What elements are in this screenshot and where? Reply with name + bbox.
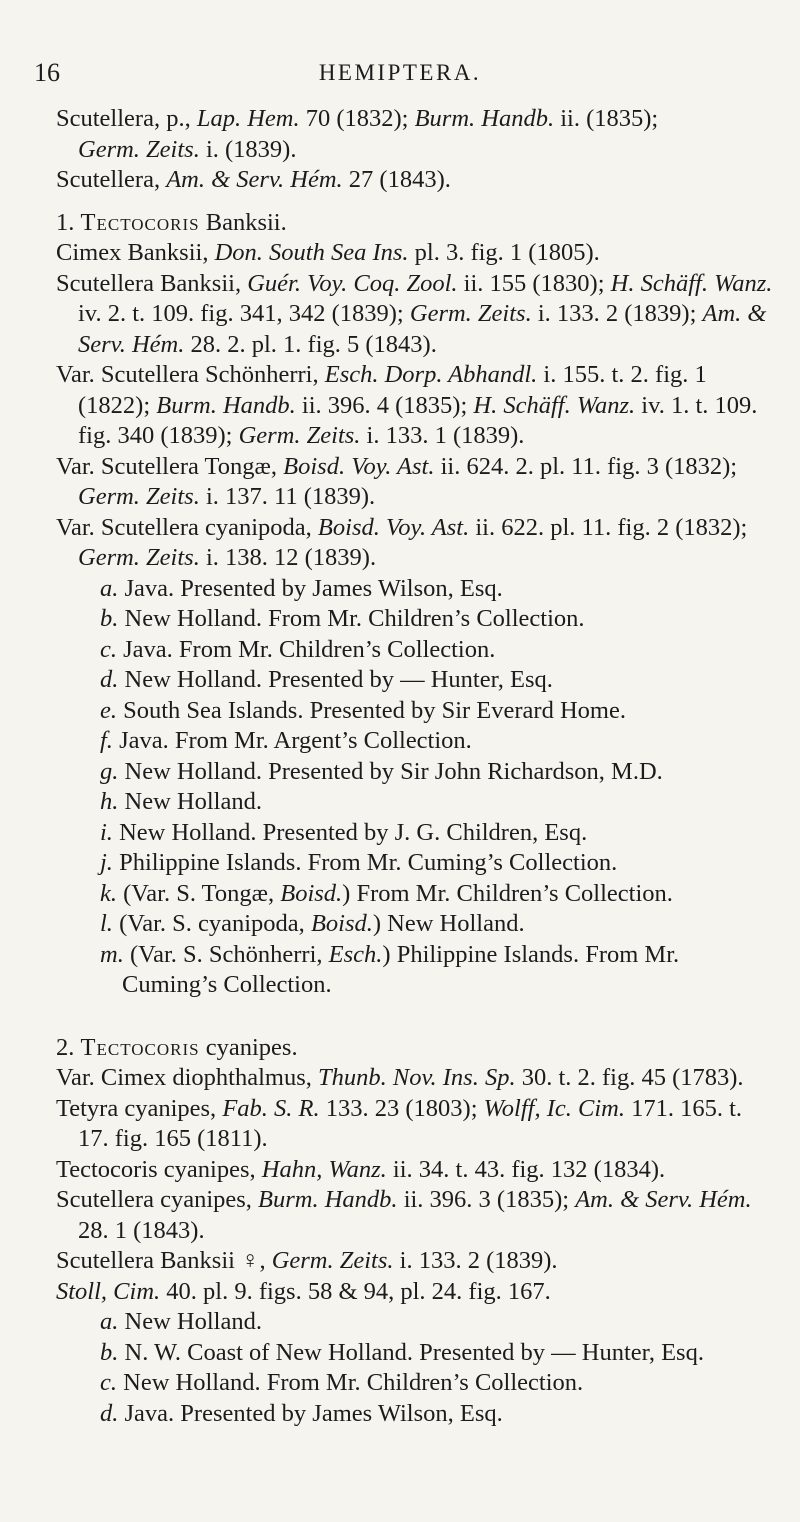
- specimen-item: [56, 757, 776, 788]
- text-run: New Holland. Presented by Sir John Richardson, M.D.: [118, 757, 663, 785]
- text-run: 28. 1 (1843).: [78, 1216, 205, 1244]
- text-run: iv. 1. t. 109. fig. 340 (1839);: [78, 391, 758, 449]
- text-run: 28. 2. pl. 1. fig. 5 (1843).: [184, 330, 437, 358]
- text-run: ii. 34. t. 43. fig. 132 (1834).: [386, 1155, 666, 1183]
- italic-text: Stoll, Cim.: [56, 1277, 161, 1305]
- synonym-reference: [56, 452, 776, 513]
- italic-text: f.: [100, 727, 113, 754]
- text-run: New Holland. From Mr. Children’s Collection.: [118, 605, 585, 632]
- text-run: Var. Scutellera cyanipoda,: [56, 513, 318, 541]
- text-run: New Holland. Presented by J. G. Children, Esq.: [112, 818, 588, 846]
- italic-text: b.: [100, 605, 119, 632]
- specimen-item: [56, 574, 776, 605]
- specimen-item: [56, 940, 776, 1001]
- text-run: 40. pl. 9. figs. 58 & 94, pl. 24. fig. 167.: [160, 1277, 551, 1305]
- text-run: ii. 155 (1830);: [457, 269, 611, 297]
- italic-text: i.: [100, 818, 113, 846]
- italic-text: Germ. Zeits.: [78, 544, 200, 571]
- italic-text: Boisd.: [310, 910, 373, 937]
- text-run: i. 133. 2 (1839);: [531, 300, 703, 327]
- text-run: i. 137. 11 (1839).: [199, 483, 376, 510]
- specimen-item: [56, 1368, 776, 1399]
- genus-references: [56, 104, 776, 196]
- italic-text: Boisd.: [280, 879, 343, 907]
- genus-reference: [56, 135, 776, 166]
- text-run: New Holland.: [118, 788, 262, 815]
- italic-text: Boisd. Voy. Ast.: [283, 452, 435, 480]
- text-run: Var. Scutellera Tongæ,: [56, 452, 284, 480]
- italic-text: Germ. Zeits.: [271, 1247, 394, 1274]
- text-run: ii. 624. 2. pl. 11. fig. 3 (1832);: [434, 452, 738, 480]
- specimen-item: [56, 1399, 776, 1430]
- synonym-reference: [56, 1155, 776, 1186]
- text-run: 1.: [56, 208, 81, 236]
- specimen-item: [56, 696, 776, 727]
- italic-text: Burm. Handb.: [414, 105, 555, 132]
- italic-text: Germ. Zeits.: [78, 135, 200, 163]
- page-number: 16: [34, 58, 60, 87]
- text-run: i. (1839).: [199, 135, 297, 163]
- italic-text: d.: [100, 666, 119, 693]
- text-run: 70 (1832);: [299, 105, 415, 132]
- text-run: 27 (1843).: [342, 166, 451, 193]
- italic-text: Wolff, Ic. Cim.: [483, 1094, 625, 1122]
- text-run: ii. 622. pl. 11. fig. 2 (1832);: [469, 513, 748, 541]
- italic-text: Germ. Zeits.: [238, 422, 361, 449]
- text-run: Scutellera, p.,: [56, 105, 197, 132]
- italic-text: Thunb. Nov. Ins. Sp.: [318, 1064, 516, 1091]
- synonymy-list: [56, 238, 776, 574]
- text-run: iv. 2. t. 109. fig. 341, 342 (1839);: [78, 300, 410, 327]
- synonym-reference: [56, 1063, 776, 1094]
- italic-text: h.: [100, 788, 119, 815]
- text-run: Var. Cimex diophthalmus,: [56, 1064, 318, 1091]
- text-run: Tectocoris cyanipes,: [56, 1155, 262, 1183]
- text-run: New Holland. From Mr. Children’s Collection.: [117, 1369, 584, 1396]
- text-run: South Sea Islands. Presented by Sir Everard Home.: [117, 696, 626, 724]
- genus-reference: [56, 104, 776, 135]
- italic-text: Germ. Zeits.: [409, 300, 532, 327]
- italic-text: c.: [100, 635, 117, 663]
- italic-text: g.: [100, 757, 119, 785]
- specimen-item: [56, 879, 776, 910]
- italic-text: d.: [100, 1399, 119, 1427]
- specimen-item: [56, 787, 776, 818]
- specimen-item: [56, 726, 776, 757]
- text-run: Scutellera Banksii ♀,: [56, 1247, 272, 1274]
- genus-name: Tectocoris: [80, 208, 200, 236]
- specimen-item: [56, 604, 776, 635]
- text-run: cyanipes.: [199, 1033, 298, 1061]
- text-run: Scutellera Banksii,: [56, 269, 248, 297]
- specimen-item: [56, 818, 776, 849]
- text-run: Java. From Mr. Children’s Collection.: [117, 635, 496, 663]
- text-run: 2.: [56, 1033, 81, 1061]
- species-heading: [56, 1033, 776, 1064]
- specimen-item: [56, 848, 776, 879]
- italic-text: Am. & Serv. Hém.: [166, 166, 343, 193]
- synonym-reference: [56, 1246, 776, 1277]
- italic-text: b.: [100, 1338, 119, 1366]
- page-body: [56, 104, 776, 1429]
- text-run: Java. From Mr. Argent’s Collection.: [112, 727, 472, 754]
- synonym-reference: [56, 238, 776, 269]
- italic-text: Lap. Hem.: [196, 105, 300, 132]
- species-heading: [56, 208, 776, 239]
- italic-text: Am. & Serv. Hém.: [575, 1186, 752, 1213]
- species-entry-1: [56, 208, 776, 1001]
- synonym-reference: [56, 1185, 776, 1246]
- text-run: ) From Mr. Children’s Collection.: [342, 879, 673, 907]
- specimen-item: [56, 1338, 776, 1369]
- synonym-reference: [56, 1277, 776, 1308]
- italic-text: Burm. Handb.: [258, 1186, 398, 1213]
- text-run: ) Philippine Islands. From Mr. Cuming’s Collection.: [122, 940, 680, 998]
- synonym-reference: [56, 269, 776, 361]
- text-run: Scutellera,: [56, 166, 167, 193]
- italic-text: H. Schäff. Wanz.: [473, 391, 636, 419]
- text-run: ii. (1835);: [554, 105, 659, 132]
- italic-text: a.: [100, 1308, 119, 1335]
- text-run: Scutellera cyanipes,: [56, 1186, 259, 1213]
- italic-text: m.: [100, 940, 124, 968]
- specimen-list: [56, 1307, 776, 1429]
- italic-text: Don. South Sea Ins.: [214, 239, 409, 266]
- text-run: 171. 165. t. 17. fig. 165 (1811).: [78, 1094, 743, 1152]
- synonymy-list: [56, 1063, 776, 1307]
- text-run: 30. t. 2. fig. 45 (1783).: [515, 1064, 744, 1091]
- italic-text: j.: [100, 849, 113, 876]
- italic-text: Am. & Serv. Hém.: [78, 300, 767, 358]
- text-run: (Var. S. cyanipoda,: [112, 910, 311, 937]
- italic-text: Germ. Zeits.: [78, 483, 200, 510]
- text-run: New Holland.: [118, 1308, 262, 1335]
- synonym-reference: [56, 1094, 776, 1155]
- specimen-item: [56, 1307, 776, 1338]
- italic-text: Hahn, Wanz.: [261, 1155, 387, 1183]
- text-run: N. W. Coast of New Holland. Presented by — Hunter, Esq.: [118, 1338, 704, 1366]
- text-run: pl. 3. fig. 1 (1805).: [408, 239, 600, 266]
- synonym-reference: [56, 360, 776, 452]
- text-run: (Var. S. Tongæ,: [117, 879, 281, 907]
- specimen-item: [56, 909, 776, 940]
- synonym-reference: [56, 513, 776, 574]
- italic-text: H. Schäff. Wanz.: [610, 269, 773, 297]
- italic-text: e.: [100, 696, 117, 724]
- text-run: Cimex Banksii,: [56, 239, 215, 266]
- text-run: (Var. S. Schönherri,: [123, 940, 329, 968]
- text-run: ) New Holland.: [372, 910, 525, 937]
- italic-text: Burm. Handb.: [156, 391, 296, 419]
- text-run: 133. 23 (1803);: [319, 1094, 484, 1122]
- text-run: Banksii.: [199, 208, 287, 236]
- italic-text: k.: [100, 879, 117, 907]
- italic-text: Fab. S. R.: [222, 1094, 320, 1122]
- text-run: Java. Presented by James Wilson, Esq.: [118, 1399, 503, 1427]
- text-run: i. 138. 12 (1839).: [199, 544, 377, 571]
- text-run: ii. 396. 3 (1835);: [397, 1186, 576, 1213]
- text-run: Java. Presented by James Wilson, Esq.: [118, 574, 503, 602]
- text-run: i. 155. t. 2. fig. 1 (1822);: [78, 361, 707, 419]
- text-run: i. 133. 1 (1839).: [360, 422, 525, 449]
- specimen-item: [56, 665, 776, 696]
- italic-text: a.: [100, 574, 119, 602]
- species-entry-2: [56, 1033, 776, 1430]
- italic-text: c.: [100, 1369, 117, 1396]
- text-run: Tetyra cyanipes,: [56, 1094, 223, 1122]
- genus-name: Tectocoris: [80, 1033, 200, 1061]
- genus-reference: [56, 165, 776, 196]
- italic-text: Boisd. Voy. Ast.: [317, 513, 470, 541]
- specimen-list: [56, 574, 776, 1001]
- text-run: New Holland. Presented by — Hunter, Esq.: [118, 666, 553, 693]
- specimen-item: [56, 635, 776, 666]
- italic-text: l.: [100, 910, 113, 937]
- text-run: Philippine Islands. From Mr. Cuming’s Collection.: [112, 849, 618, 876]
- italic-text: Guér. Voy. Coq. Zool.: [247, 269, 458, 297]
- text-run: Var. Scutellera Schönherri,: [56, 361, 325, 388]
- italic-text: Esch. Dorp. Abhandl.: [324, 361, 538, 388]
- page-header: [34, 58, 766, 94]
- italic-text: Esch.: [328, 940, 383, 968]
- text-run: i. 133. 2 (1839).: [393, 1247, 558, 1274]
- text-run: ii. 396. 4 (1835);: [295, 391, 474, 419]
- running-head: HEMIPTERA.: [318, 60, 482, 85]
